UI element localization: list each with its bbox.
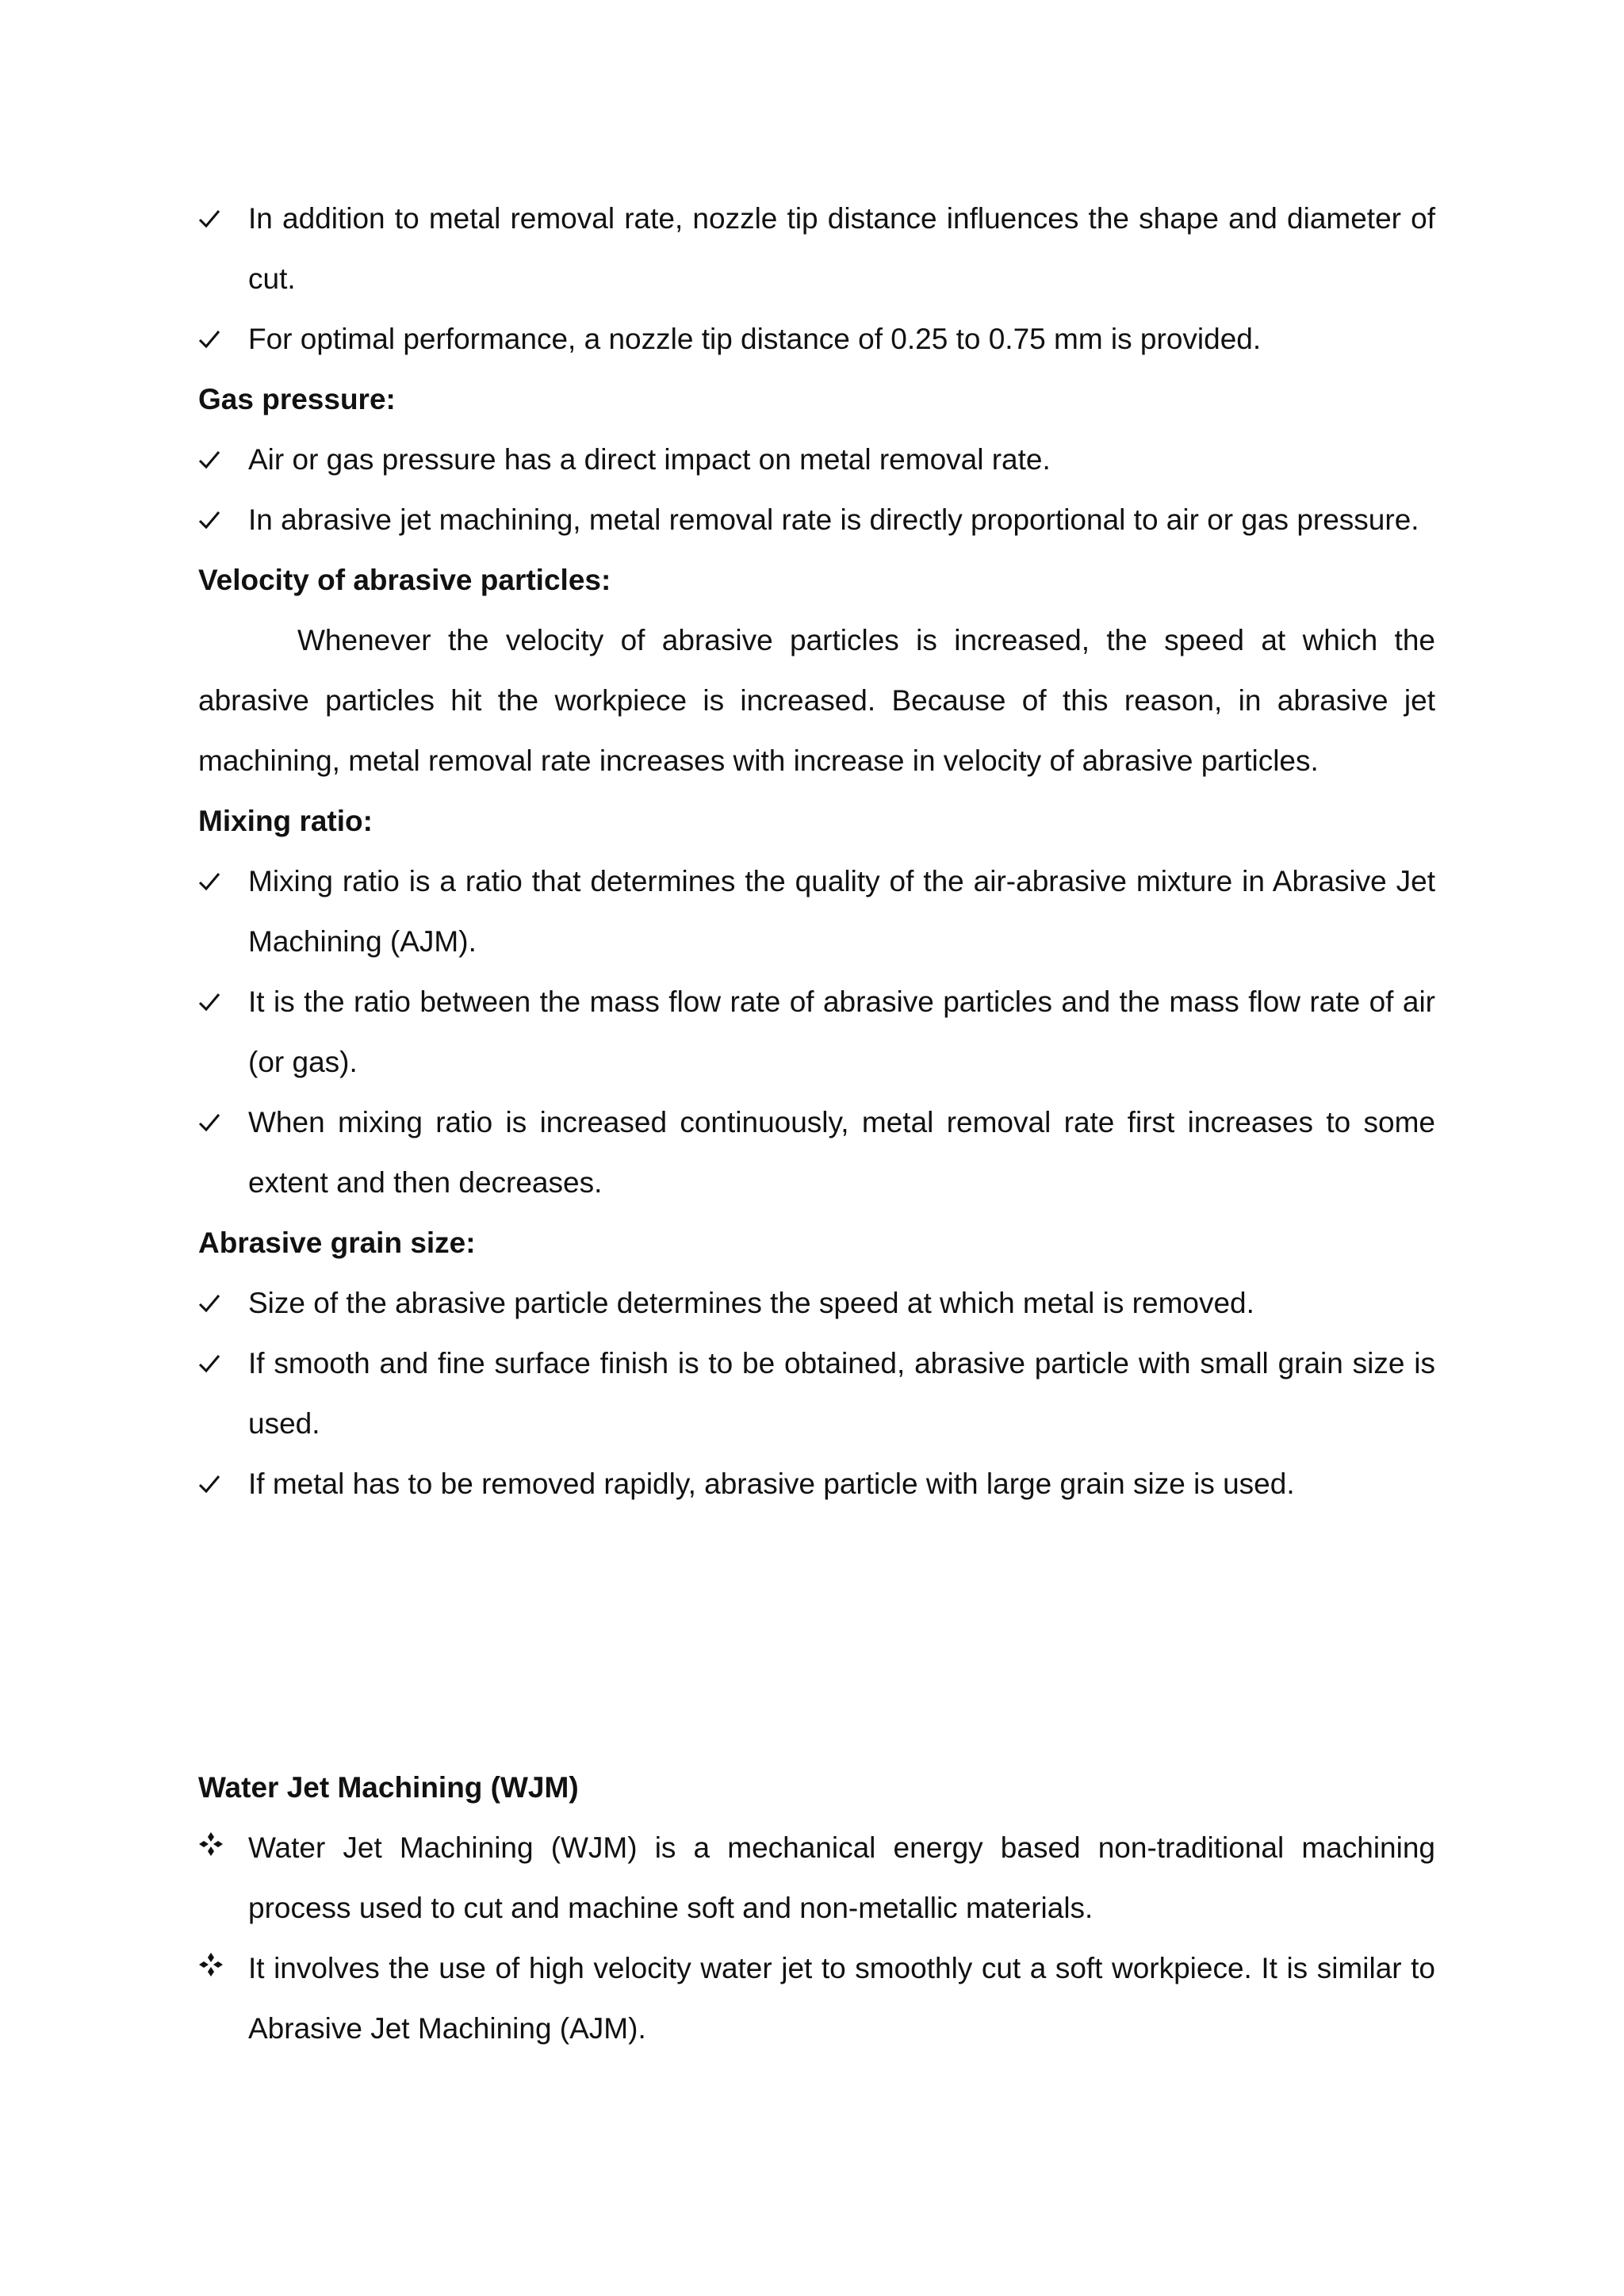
list-item (198, 972, 1435, 1093)
bullet-text: It involves the use of high velocity water jet to smoothly cut a soft workpiece. It is similar to Abrasive Jet Machining (AJM). (248, 1952, 1435, 2045)
checkmark-icon (198, 972, 230, 1032)
list-item (198, 851, 1435, 972)
section-heading-wjm: Water Jet Machining (WJM) (198, 1771, 579, 1804)
bullet-text: It is the ratio between the mass flow rate of abrasive particles and the mass flow rate of air (or gas). (248, 985, 1435, 1078)
list-item (198, 430, 1435, 490)
bullet-text: Water Jet Machining (WJM) is a mechanical energy based non-traditional machining process used to cut and machine soft and non-metallic materials. (248, 1831, 1435, 1924)
bullet-text: For optimal performance, a nozzle tip distance of 0.25 to 0.75 mm is provided. (248, 323, 1262, 355)
section-heading-grain-size: Abrasive grain size: (198, 1226, 476, 1259)
bullet-text: Size of the abrasive particle determines the speed at which metal is removed. (248, 1287, 1254, 1319)
checkmark-icon (198, 1454, 230, 1514)
bullet-text: When mixing ratio is increased continuously, metal removal rate first increases to some extent and then decreases. (248, 1106, 1435, 1199)
checkmark-icon (198, 1273, 230, 1334)
bullet-text: In abrasive jet machining, metal removal rate is directly proportional to air or gas pressure. (248, 503, 1419, 536)
section-heading-velocity: Velocity of abrasive particles: (198, 564, 611, 596)
bullet-text: In addition to metal removal rate, nozzle tip distance influences the shape and diameter of cut. (248, 202, 1435, 295)
list-item (198, 1334, 1435, 1454)
section-heading-gas-pressure: Gas pressure: (198, 383, 396, 415)
list-item (198, 1093, 1435, 1213)
checkmark-icon (198, 430, 230, 490)
list-item (198, 309, 1435, 369)
checkmark-icon (198, 309, 230, 369)
list-item (198, 1938, 1435, 2059)
main-content (198, 189, 1435, 1514)
list-item (198, 490, 1435, 550)
checkmark-icon (198, 1334, 230, 1394)
list-item (198, 1273, 1435, 1334)
checkmark-icon (198, 851, 230, 912)
list-item (198, 189, 1435, 309)
bullet-text: If smooth and fine surface finish is to be obtained, abrasive particle with small grain size is used. (248, 1347, 1435, 1440)
wjm-section (198, 1758, 1435, 2059)
bullet-text: Mixing ratio is a ratio that determines the quality of the air-abrasive mixture in Abrasive Jet Machining (AJM). (248, 865, 1435, 958)
four-diamond-icon (198, 1818, 230, 1878)
section-heading-mixing-ratio: Mixing ratio: (198, 805, 373, 837)
list-item (198, 1454, 1435, 1514)
checkmark-icon (198, 189, 230, 249)
bullet-text: Air or gas pressure has a direct impact on metal removal rate. (248, 443, 1051, 476)
checkmark-icon (198, 490, 230, 550)
four-diamond-icon (198, 1938, 230, 1999)
bullet-text: If metal has to be removed rapidly, abrasive particle with large grain size is used. (248, 1468, 1295, 1500)
velocity-paragraph: Whenever the velocity of abrasive particles is increased, the speed at which the abrasive particles hit the workpiece is increased. Because of this reason, in abrasive jet machining, metal removal rate increases with increase in velocity of abrasive particles. (198, 624, 1435, 777)
checkmark-icon (198, 1093, 230, 1153)
list-item (198, 1818, 1435, 1938)
